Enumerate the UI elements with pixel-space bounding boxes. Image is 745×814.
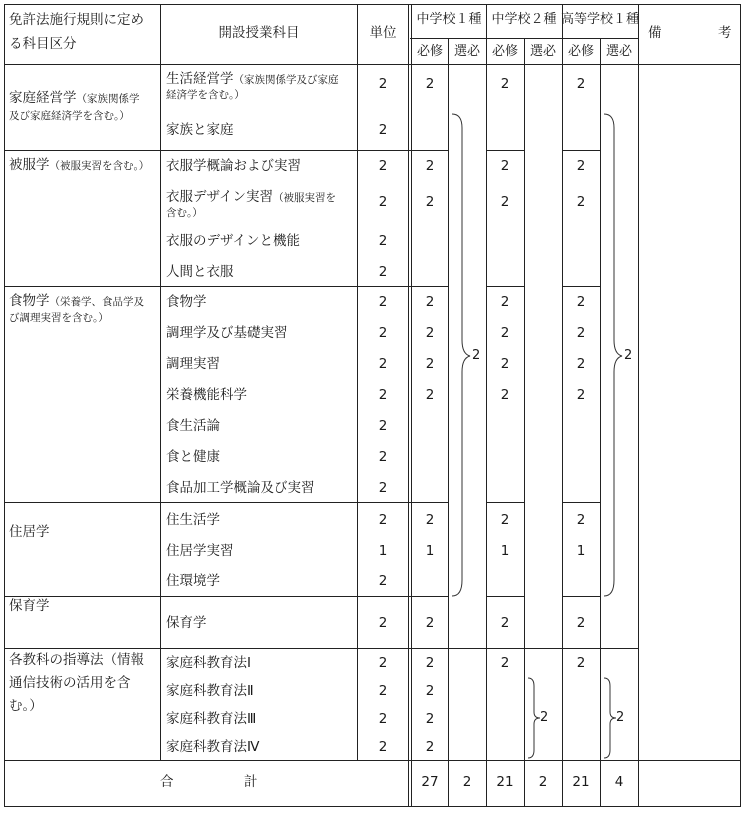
jh2-required-value: 2: [500, 512, 510, 528]
header-hs1-elective: 選必: [605, 44, 633, 59]
header-hs1: 高等学校１種: [560, 12, 640, 27]
hs1-required-value: 2: [576, 294, 586, 310]
jh1-required-value: 2: [425, 512, 435, 528]
hs1-required-value: 1: [576, 543, 586, 559]
total-jh1-required: 27: [421, 774, 439, 790]
course-name: 生活経営学（家族関係学及び家庭: [166, 71, 339, 87]
category-food-sub: び調理実習を含む。）: [9, 312, 109, 324]
course-name: 衣服デザイン実習（被服実習を: [166, 189, 337, 205]
course-name: 栄養機能科学: [166, 387, 247, 403]
course-credit: 2: [378, 683, 388, 699]
hs1-required-value: 2: [576, 387, 586, 403]
header-remarks-2: 考: [718, 25, 732, 41]
bracket-hs1-method-label: 2: [616, 710, 625, 725]
course-credit: 2: [378, 122, 388, 138]
header-course: 開設授業科目: [218, 25, 300, 41]
hs1-required-value: 2: [576, 158, 586, 174]
category-childcare: 保育学: [9, 598, 50, 614]
hs1-required-value: 2: [576, 194, 586, 210]
course-credit: 2: [378, 233, 388, 249]
bracket-jh2-method-label: 2: [540, 710, 549, 725]
total-hs1-required: 21: [572, 774, 590, 790]
hs1-required-value: 2: [576, 76, 586, 92]
course-credit: 2: [378, 294, 388, 310]
course-name: 食生活論: [166, 418, 220, 434]
header-jh2-required: 必修: [491, 44, 519, 59]
header-jh1: 中学校１種: [416, 12, 482, 27]
total-jh2-elective: 2: [538, 774, 548, 790]
header-jh2-elective: 選必: [529, 44, 557, 59]
hs1-required-value: 2: [576, 512, 586, 528]
course-credit: 1: [378, 543, 388, 559]
category-teaching-method-2: 通信技術の活用を含: [9, 675, 131, 691]
course-name: 住生活学: [166, 512, 220, 528]
header-jh1-elective: 選必: [453, 44, 481, 59]
header-category-line1: 免許法施行規則に定め: [9, 12, 144, 28]
jh2-required-value: 2: [500, 76, 510, 92]
course-credit: 2: [378, 418, 388, 434]
jh1-required-value: 2: [425, 76, 435, 92]
hs1-required-value: 2: [576, 356, 586, 372]
course-credit: 2: [378, 711, 388, 727]
course-credit: 2: [378, 194, 388, 210]
jh2-required-value: 2: [500, 158, 510, 174]
jh2-required-value: 2: [500, 194, 510, 210]
header-jh2: 中学校２種: [491, 12, 557, 27]
jh2-required-value: 2: [500, 655, 510, 671]
course-name: 食品加工学概論及び実習: [166, 480, 315, 496]
category-food: 食物学（栄養学、食品学及: [9, 293, 144, 309]
course-name: 家族と家庭: [166, 122, 234, 138]
course-credit: 2: [378, 480, 388, 496]
course-name: 調理学及び基礎実習: [166, 325, 288, 341]
jh1-required-value: 2: [425, 615, 435, 631]
jh2-required-value: 2: [500, 325, 510, 341]
course-note: 含む。）: [166, 207, 203, 219]
hs1-required-value: 2: [576, 325, 586, 341]
header-credit: 単位: [369, 25, 397, 41]
course-name: 保育学: [166, 615, 207, 631]
course-credit: 2: [378, 387, 388, 403]
bracket-hs1-label: 2: [624, 348, 633, 363]
total-label-1: 合: [160, 774, 174, 790]
jh1-required-value: 2: [425, 711, 435, 727]
course-name: 調理実習: [166, 356, 220, 372]
jh1-required-value: 1: [425, 543, 435, 559]
course-name: 住居学実習: [166, 543, 234, 559]
course-name: 食と健康: [166, 449, 220, 465]
category-clothing: 被服学（被服実習を含む。）: [9, 157, 150, 173]
total-jh2-required: 21: [496, 774, 514, 790]
header-category-line2: る科目区分: [9, 36, 77, 52]
category-home-management-sub: 及び家庭経済学を含む。）: [9, 110, 130, 122]
total-hs1-elective: 4: [614, 774, 624, 790]
jh1-required-value: 2: [425, 294, 435, 310]
course-credit: 2: [378, 264, 388, 280]
jh2-required-value: 1: [500, 543, 510, 559]
course-name: 住環境学: [166, 573, 220, 589]
course-credit: 2: [378, 739, 388, 755]
total-label-2: 計: [244, 774, 258, 790]
jh2-required-value: 2: [500, 294, 510, 310]
course-credit: 2: [378, 76, 388, 92]
header-remarks-1: 備: [648, 25, 662, 41]
total-jh1-elective: 2: [462, 774, 472, 790]
course-credit: 2: [378, 655, 388, 671]
category-teaching-method-3: む。）: [9, 698, 43, 714]
jh1-required-value: 2: [425, 356, 435, 372]
course-credit: 2: [378, 573, 388, 589]
course-credit: 2: [378, 512, 388, 528]
jh1-required-value: 2: [425, 387, 435, 403]
course-credit: 2: [378, 356, 388, 372]
course-name: 家庭科教育法Ⅳ: [166, 739, 260, 755]
jh1-required-value: 2: [425, 325, 435, 341]
course-name: 家庭科教育法Ⅲ: [166, 711, 257, 727]
course-name: 衣服のデザインと機能: [166, 233, 301, 249]
jh1-required-value: 2: [425, 683, 435, 699]
category-housing: 住居学: [9, 524, 50, 540]
hs1-required-value: 2: [576, 615, 586, 631]
category-teaching-method-1: 各教科の指導法（情報: [9, 652, 144, 668]
jh1-required-value: 2: [425, 739, 435, 755]
course-name: 衣服学概論および実習: [166, 158, 301, 174]
course-credit: 2: [378, 325, 388, 341]
bracket-jh1-label: 2: [472, 348, 481, 363]
jh2-required-value: 2: [500, 356, 510, 372]
course-name: 食物学: [166, 294, 207, 310]
jh1-required-value: 2: [425, 158, 435, 174]
jh1-required-value: 2: [425, 194, 435, 210]
course-credit: 2: [378, 158, 388, 174]
header-jh1-required: 必修: [416, 44, 444, 59]
course-note: 経済学を含む。）: [166, 89, 245, 101]
course-credit: 2: [378, 615, 388, 631]
course-name: 家庭科教育法Ⅰ: [166, 655, 251, 671]
hs1-required-value: 2: [576, 655, 586, 671]
jh1-required-value: 2: [425, 655, 435, 671]
jh2-required-value: 2: [500, 615, 510, 631]
course-name: 人間と衣服: [166, 264, 234, 280]
category-home-management: 家庭経営学（家族関係学: [9, 90, 140, 106]
header-hs1-required: 必修: [567, 44, 595, 59]
jh2-required-value: 2: [500, 387, 510, 403]
course-credit: 2: [378, 449, 388, 465]
course-name: 家庭科教育法Ⅱ: [166, 683, 254, 699]
